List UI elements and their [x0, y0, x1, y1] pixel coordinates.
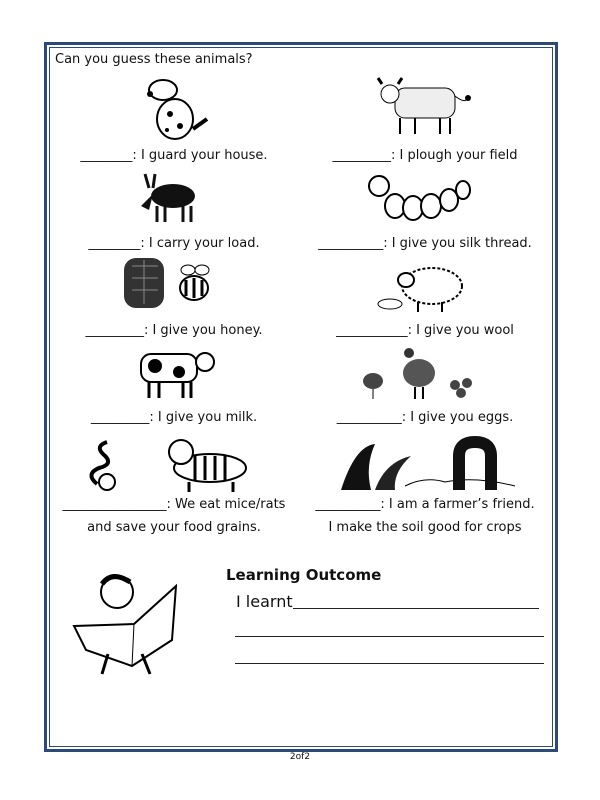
answer-blank[interactable]: ________________	[62, 497, 167, 512]
worksheet-title: Can you guess these animals?	[55, 52, 253, 67]
silkworm-icon	[365, 172, 475, 224]
hen-chicks-icon	[355, 345, 475, 403]
clue-donkey: ________: I carry your load.	[88, 236, 260, 251]
answer-blank[interactable]: _________	[85, 323, 144, 338]
answer-blank[interactable]: ________	[80, 148, 133, 163]
dog-icon	[135, 74, 215, 142]
learning-outcome-heading: Learning Outcome	[226, 566, 382, 584]
answer-blank[interactable]: __________	[336, 410, 402, 425]
page-number: 2of2	[289, 752, 311, 762]
answer-blank[interactable]: _________	[332, 148, 391, 163]
answer-blank[interactable]: __________	[318, 236, 384, 251]
clue-sheep: ___________: I give you wool	[336, 323, 514, 338]
clue-silkworm: __________: I give you silk thread.	[318, 236, 532, 251]
clue-snake-cat-line2: and save your food grains.	[87, 520, 261, 535]
sheep-icon	[372, 262, 472, 314]
clue-snake-cat: ________________: We eat mice/rats	[62, 497, 286, 512]
earthworm-icon	[335, 436, 525, 492]
donkey-icon	[135, 166, 205, 226]
child-reading-icon	[72, 570, 177, 682]
clue-earthworm-line2: I make the soil good for crops	[328, 520, 522, 535]
clue-cow: _________: I give you milk.	[90, 410, 258, 425]
cow-icon	[135, 344, 220, 402]
answer-blank[interactable]: _________	[90, 410, 150, 425]
answer-line-3[interactable]	[235, 647, 544, 664]
clue-dog: ________: I guard your house.	[80, 148, 268, 163]
clue-bee: _________: I give you honey.	[85, 323, 263, 338]
clue-hen: __________: I give you eggs.	[336, 410, 514, 425]
learnt-prompt: I learnt	[236, 592, 293, 611]
answer-blank[interactable]: ________	[88, 236, 141, 251]
clue-ox: _________: I plough your field	[332, 148, 518, 163]
snake-cat-icon	[85, 434, 260, 494]
answer-blank[interactable]: __________	[315, 497, 381, 512]
clue-earthworm: __________: I am a farmer’s friend.	[315, 497, 535, 512]
ox-icon	[370, 74, 480, 138]
answer-line-2[interactable]	[235, 620, 544, 637]
answer-blank[interactable]: ___________	[336, 323, 408, 338]
honeycomb-bee-icon	[122, 256, 217, 316]
answer-line-1[interactable]	[293, 592, 539, 609]
